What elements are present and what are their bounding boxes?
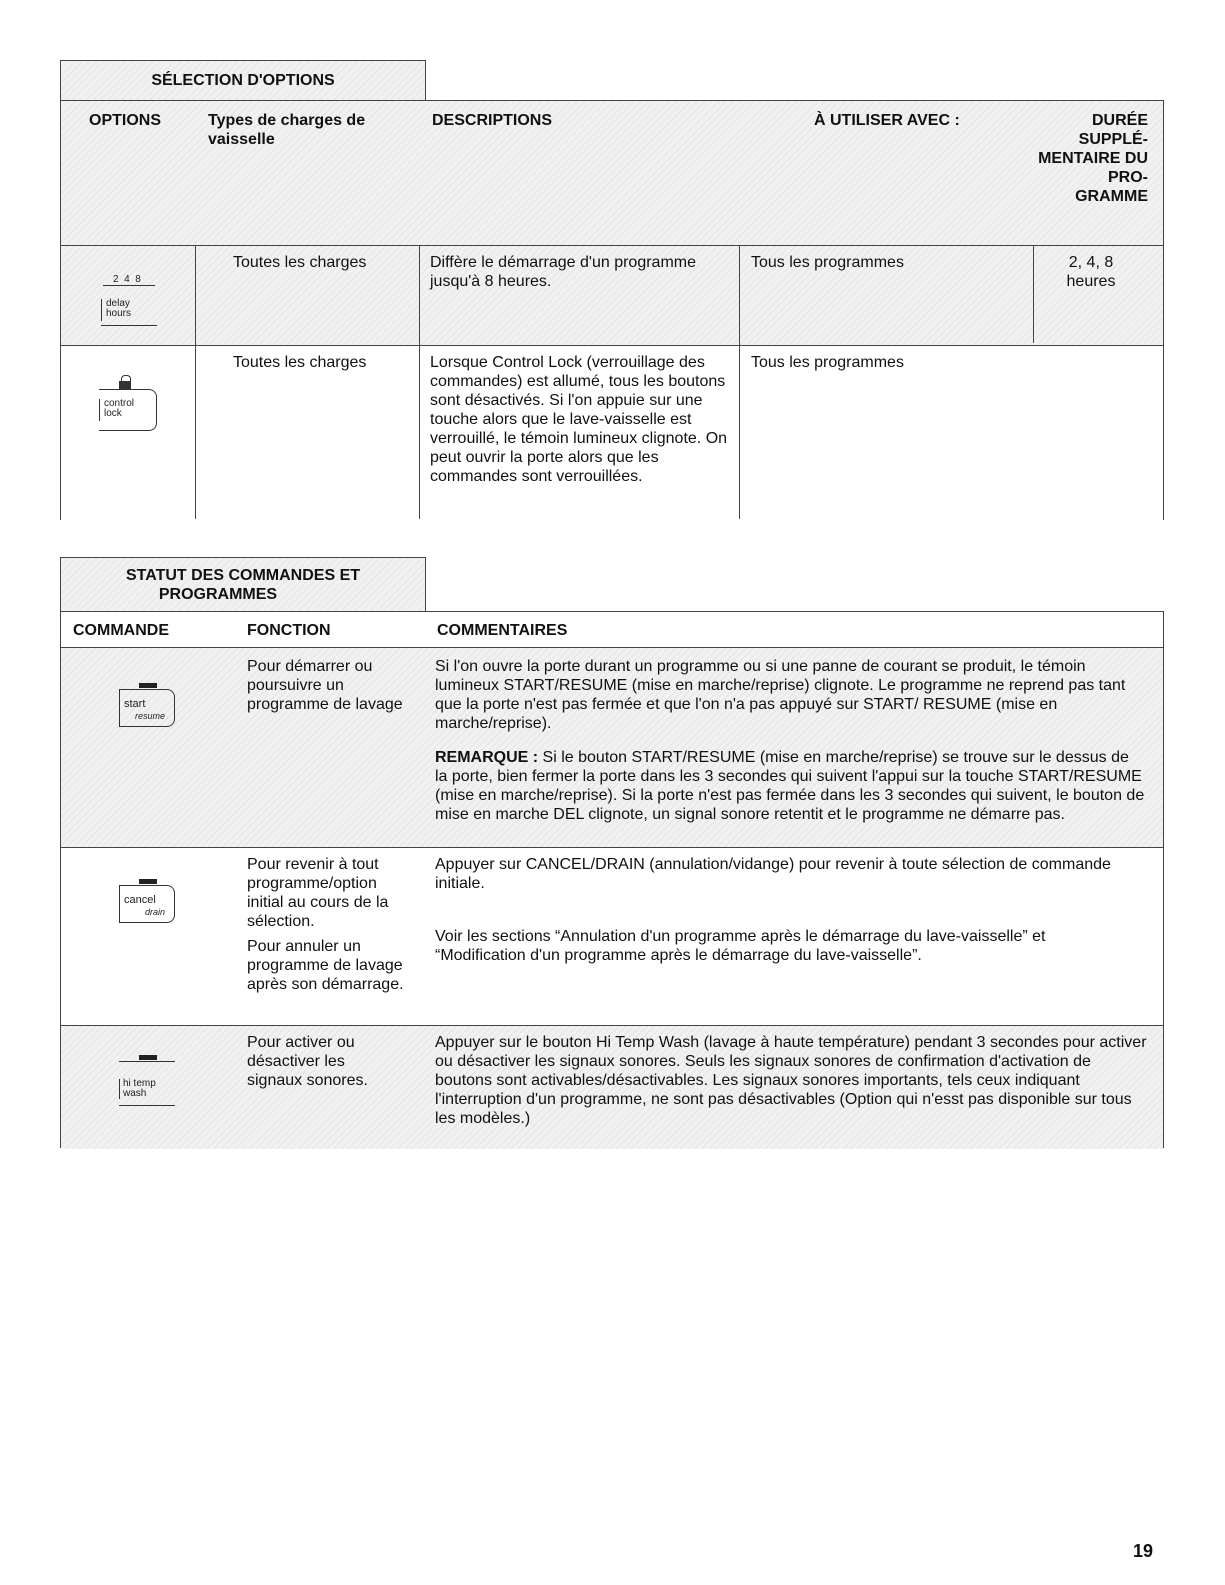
options-table-title: SÉLECTION D'OPTIONS [151, 72, 335, 89]
status-table-tab [60, 557, 426, 611]
start-comment: Si l'on ouvre la porte durant un programme ou si une panne de courant se produit, le témoin lumineux START/RESUME (mise en marche/reprise) clignote. Le programme ne reprend pas tant que la porte n'est pas fermée et que l'on n'a pas appuyé sur START/ RESUME (mise en marche/reprise). [435, 658, 1126, 732]
cancel-function-2: Pour annuler un programme de lavage après son démarrage. [247, 938, 404, 993]
cancel-function-1: Pour revenir à tout programme/option initial au cours de la sélection. [247, 856, 389, 930]
options-row-delay [61, 245, 1163, 345]
header-function: FONCTION [247, 622, 331, 639]
control-label: control [104, 398, 135, 409]
start-resume-icon [117, 683, 181, 733]
delay-types: Toutes les charges [233, 254, 367, 271]
options-header-row [61, 101, 1163, 245]
drain-label: drain [145, 907, 166, 917]
delay-hours-numbers: 2 4 8 [113, 274, 141, 285]
header-duration: DURÉE SUPPLÉ-MENTAIRE DU PRO-GRAMME [1038, 112, 1148, 205]
control-lock-types: Toutes les charges [233, 354, 367, 371]
lock-label: lock [104, 408, 122, 419]
header-options: OPTIONS [89, 112, 162, 129]
hours-label: hours [106, 308, 132, 319]
header-types: Types de charges de vaisselle [208, 112, 366, 148]
cancel-comment-2: Voir les sections “Annulation d'un programme après le démarrage du lave-vaisselle” et “Modification d'un programme après le démarrage du lave-vaisselle”. [435, 928, 1046, 964]
delay-duration: 2, 4, 8 heures [1066, 254, 1116, 290]
cancel-drain-icon [117, 879, 181, 929]
options-table-tab [60, 60, 426, 100]
cancel-comment-1: Appuyer sur CANCEL/DRAIN (annulation/vidange) pour revenir à toute sélection de commande initiale. [435, 856, 1111, 892]
status-header-row [61, 612, 1163, 647]
hi-temp-label: hi temp [123, 1078, 156, 1089]
wash-label: wash [123, 1088, 147, 1099]
page-number: 19 [1132, 1541, 1153, 1561]
resume-label: resume [135, 711, 166, 721]
cancel-label: cancel [124, 894, 156, 906]
start-function: Pour démarrer ou poursuivre un programme de lavage [247, 658, 403, 713]
status-table-title-2: PROGRAMMES [158, 586, 278, 603]
delay-description: Diffère le démarrage d'un programme jusqu'à 8 heures. [430, 254, 696, 290]
header-comments: COMMENTAIRES [437, 622, 568, 639]
status-row-start [61, 647, 1163, 847]
control-lock-use-with: Tous les programmes [751, 354, 904, 371]
note-text: Si le bouton START/RESUME (mise en marche/reprise) se trouve sur le dessus de la porte, bien fermer la porte dans les 3 secondes qui suivent l'appui sur la touche START/RESUME (mise en marche/reprise). Si la porte n'est pas fermée dans les 3 secondes qui suivent, le bouton de mise en marche DEL clignote, un signal sonore retentit et le programme ne démarre pas. [435, 749, 1145, 823]
control-lock-description: Lorsque Control Lock (verrouillage des commandes) est allumé, tous les boutons sont désactivés. Si l'on appuie sur une touche alors que le lave-vaisselle est verrouillé, le témoin lumineux clignote. On peut ouvrir la porte alors que les commandes sont verrouillées. [430, 354, 728, 485]
hitemp-function: Pour activer ou désactiver les signaux sonores. [247, 1034, 368, 1089]
control-lock-icon [99, 375, 163, 435]
header-use-with: À UTILISER AVEC : [814, 112, 960, 129]
hitemp-comment: Appuyer sur le bouton Hi Temp Wash (lavage à haute température) pendant 3 secondes pour activer ou désactiver les signaux sonores. Seuls les signaux sonores de confirmation d'activation de boutons sont activables/désactivables. Les signaux sonores importants, tels ceux indiquant l'interruption d'un programme, ne sont pas désactivables (Option qui n'esst pas disponible sur tous les modèles.) [435, 1034, 1147, 1127]
note-label: REMARQUE : [435, 749, 539, 766]
status-row-hitemp [61, 1025, 1163, 1149]
options-row-control-lock [61, 345, 1163, 521]
options-table [60, 100, 1164, 520]
start-label: start [124, 698, 146, 710]
delay-hours-icon [101, 275, 161, 330]
delay-use-with: Tous les programmes [751, 254, 904, 271]
header-descriptions: DESCRIPTIONS [432, 112, 553, 129]
header-command: COMMANDE [73, 622, 169, 639]
start-note [435, 748, 1145, 824]
hi-temp-wash-icon [117, 1055, 181, 1115]
status-row-cancel [61, 847, 1163, 1025]
status-table [60, 611, 1164, 1148]
status-table-title-1: STATUT DES COMMANDES ET [125, 567, 361, 584]
delay-label: delay [106, 298, 130, 309]
